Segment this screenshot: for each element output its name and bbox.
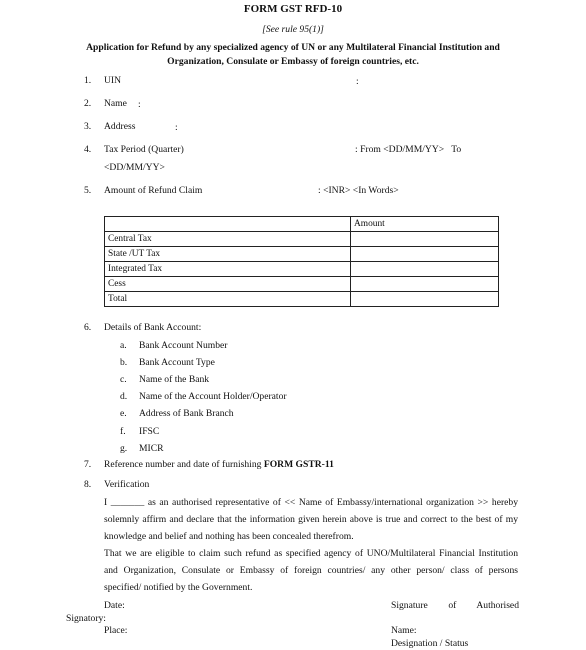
item-number: 6. [84, 322, 92, 333]
refund-amount-label: Amount of Refund Claim [104, 185, 203, 196]
list-item-letter: f. [120, 426, 126, 437]
table-row-label: Central Tax [105, 232, 351, 247]
verification-line: and Organization, Consulate or Embassy of foreign countries/ any other person/ class of persons [104, 565, 518, 576]
list-item-letter: a. [120, 340, 127, 351]
date-label: Date: [104, 600, 125, 611]
list-item: Name of the Bank [139, 374, 210, 385]
heading-line-2: Organization, Consulate or Embassy of foreign countries, etc. [167, 56, 419, 67]
list-item: Name of the Account Holder/Operator [139, 391, 287, 402]
designation-label: Designation / Status [391, 638, 469, 649]
list-item-letter: d. [120, 391, 128, 402]
form-title: FORM GST RFD-10 [243, 3, 343, 15]
heading-line-1: Application for Refund by any specialized agency of UN or any Multilateral Financial Institution and [86, 42, 500, 53]
list-item: Bank Account Type [139, 357, 215, 368]
item-number: 7. [84, 459, 92, 470]
table-row-label: Total [105, 292, 351, 307]
reference-text [104, 459, 334, 470]
table-cell [351, 247, 499, 262]
address-label: Address [104, 121, 136, 132]
signature-label: Signature of Authorised [391, 600, 519, 611]
verification-line: That we are eligible to claim such refund as specified agency of UNO/Multilateral Financial Institution [104, 548, 518, 559]
reference-label: Reference number and date of furnishing [104, 459, 264, 470]
table-row [105, 292, 499, 307]
tax-period-label: Tax Period (Quarter) [104, 144, 184, 155]
item-number: 5. [84, 185, 92, 196]
verification-line: I _______ as an authorised representative of << Name of Embassy/international organization >> hereby [104, 497, 518, 508]
name-field-label: Name: [391, 625, 417, 636]
tax-period-value: : From <DD/MM/YY> To [355, 144, 462, 155]
list-item-letter: g. [120, 443, 128, 454]
list-item-letter: e. [120, 408, 127, 419]
list-item: Bank Account Number [139, 340, 228, 351]
item-number: 8. [84, 479, 92, 490]
verification-line: solemnly affirm and declare that the information given herein above is true and correct to the best of my [104, 514, 518, 525]
table-cell [105, 217, 351, 232]
place-label: Place: [104, 625, 128, 636]
uin-label: UIN [104, 75, 122, 86]
list-item: IFSC [139, 426, 160, 437]
refund-amount-table [104, 216, 499, 307]
list-item: Address of Bank Branch [139, 408, 234, 419]
item-number: 3. [84, 121, 92, 132]
item-number: 4. [84, 144, 92, 155]
tax-period-value-cont: <DD/MM/YY> [104, 162, 165, 173]
table-row [105, 262, 499, 277]
rule-reference: [See rule 95(1)] [262, 24, 324, 35]
table-cell [351, 262, 499, 277]
table-row-label: Cess [105, 277, 351, 292]
name-separator: : [138, 99, 141, 110]
list-item-letter: c. [120, 374, 127, 385]
table-row-label: State /UT Tax [105, 247, 351, 262]
table-row [105, 232, 499, 247]
refund-amount-value: : <INR> <In Words> [318, 185, 399, 196]
list-item: MICR [139, 443, 164, 454]
uin-separator: : [356, 76, 359, 87]
reference-form-name: FORM GSTR-11 [263, 459, 334, 470]
item-number: 1. [84, 75, 92, 86]
form-heading [0, 41, 586, 69]
address-separator: : [175, 122, 178, 133]
table-cell [351, 292, 499, 307]
item-number: 2. [84, 98, 92, 109]
verification-line: knowledge and belief and nothing has been concealed therefrom. [104, 531, 354, 542]
list-item-letter: b. [120, 357, 128, 368]
name-label: Name [104, 98, 127, 109]
amount-column-header: Amount [351, 217, 499, 232]
table-row [105, 277, 499, 292]
table-cell [351, 232, 499, 247]
table-header-row [105, 217, 499, 232]
table-row [105, 247, 499, 262]
table-cell [351, 277, 499, 292]
verification-label: Verification [104, 479, 150, 490]
signatory-label: Signatory: [66, 613, 106, 624]
verification-line: specified/ notified by the Government. [104, 582, 253, 593]
bank-details-label: Details of Bank Account: [104, 322, 202, 333]
table-row-label: Integrated Tax [105, 262, 351, 277]
